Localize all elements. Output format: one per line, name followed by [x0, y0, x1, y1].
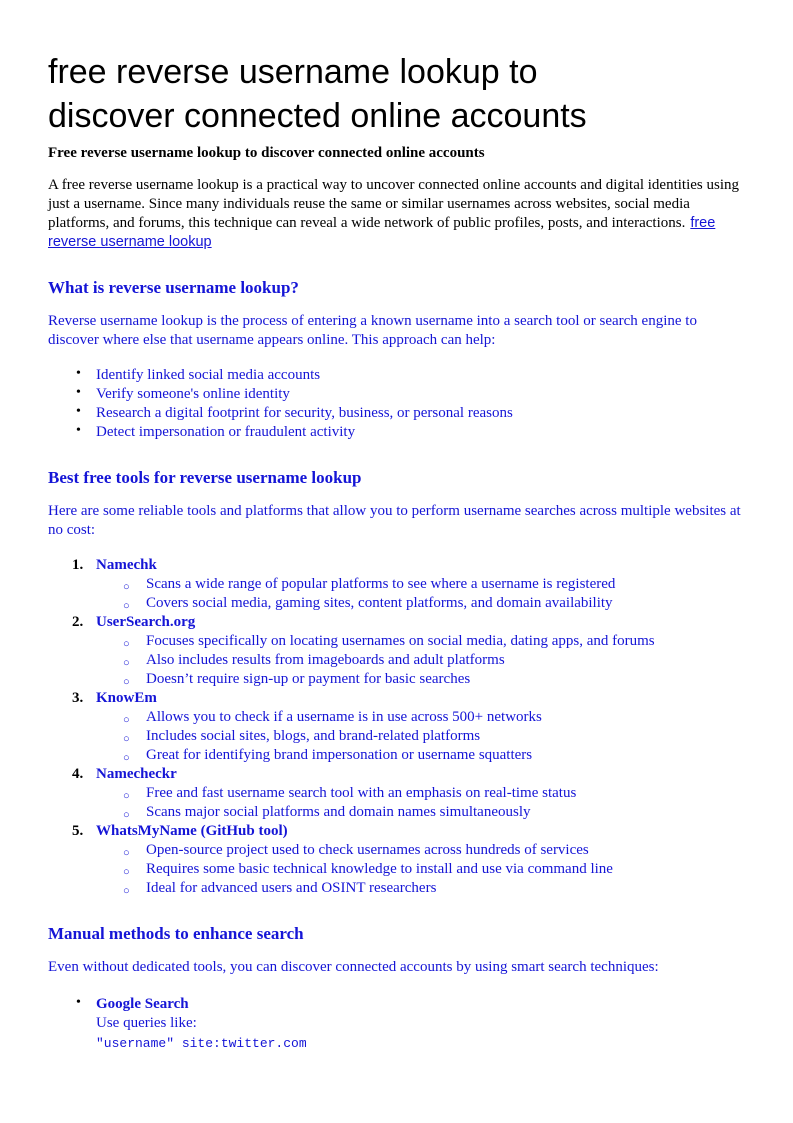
list-item: • Identify linked social media accounts — [96, 366, 745, 385]
list-item: • Detect impersonation or fraudulent activity — [96, 423, 745, 442]
what-is-benefits-list — [48, 366, 745, 442]
tool-name: WhatsMyName (GitHub tool) — [96, 823, 288, 839]
list-item: • Verify someone's online identity — [96, 385, 745, 404]
list-item: ○ Great for identifying brand impersonation or username squatters — [146, 746, 745, 765]
tool-name: Namecheckr — [96, 766, 177, 782]
intro-text: A free reverse username lookup is a practical way to uncover connected online accounts and digital identities using just a username. Since many individuals reuse the same or similar usernames across websites, social media platforms, and forums, this technique can reveal a wide network of public profiles, posts, and interactions. — [48, 177, 740, 231]
tools-list — [48, 556, 745, 898]
list-item: ○ Ideal for advanced users and OSINT researchers — [146, 879, 745, 898]
tool-item-knowem — [96, 689, 745, 765]
list-item: ○ Includes social sites, blogs, and brand-related platforms — [146, 727, 745, 746]
list-item: ○ Requires some basic technical knowledge to install and use via command line — [146, 860, 745, 879]
manual-method-example-query: "username" site:twitter.com — [96, 1036, 307, 1051]
section-heading-manual-methods: Manual methods to enhance search — [48, 924, 304, 943]
free-reverse-username-lookup-link[interactable]: free reverse username lookup — [48, 215, 716, 250]
list-item: ○ Free and fast username search tool with an emphasis on real-time status — [146, 784, 745, 803]
section-heading-best-tools: Best free tools for reverse username lookup — [48, 468, 362, 487]
manual-method-item — [96, 995, 745, 1052]
intro-paragraph — [48, 176, 745, 252]
tool-name: Namechk — [96, 557, 157, 573]
tool-item-usersearch — [96, 613, 745, 689]
tool-item-namecheckr — [96, 765, 745, 822]
tools-intro-paragraph: Here are some reliable tools and platforms that allow you to perform username searches across multiple websites at no cost: — [48, 503, 741, 538]
list-item: ○ Open-source project used to check usernames across hundreds of services — [146, 841, 745, 860]
manual-intro-paragraph: Even without dedicated tools, you can discover connected accounts by using smart search techniques: — [48, 959, 659, 975]
tool-points — [96, 708, 745, 765]
list-item: • Research a digital footprint for security, business, or personal reasons — [96, 404, 745, 423]
list-item: ○ Doesn’t require sign-up or payment for basic searches — [146, 670, 745, 689]
list-item: ○ Scans a wide range of popular platforms to see where a username is registered — [146, 575, 745, 594]
list-item: ○ Covers social media, gaming sites, content platforms, and domain availability — [146, 594, 745, 613]
tool-points — [96, 575, 745, 613]
list-item: ○ Also includes results from imageboards and adult platforms — [146, 651, 745, 670]
tool-name: UserSearch.org — [96, 614, 196, 630]
tool-name: KnowEm — [96, 690, 157, 706]
tool-points — [96, 841, 745, 898]
list-item: ○ Focuses specifically on locating usernames on social media, dating apps, and forums — [146, 632, 745, 651]
manual-methods-list — [48, 995, 745, 1052]
page-subtitle: Free reverse username lookup to discover connected online accounts — [48, 145, 485, 161]
list-item: ○ Allows you to check if a username is in use across 500+ networks — [146, 708, 745, 727]
what-is-paragraph: Reverse username lookup is the process of entering a known username into a search tool or search engine to discover where else that username appears online. This approach can help: — [48, 313, 697, 348]
manual-method-description: Use queries like: — [96, 1015, 197, 1031]
page-title: free reverse username lookup to discover connected online accounts — [48, 53, 587, 135]
manual-method-name: • Google Search — [96, 996, 189, 1012]
tool-points — [96, 784, 745, 822]
tool-item-namechk — [96, 556, 745, 613]
tool-points — [96, 632, 745, 689]
tool-item-whatsmyname — [96, 822, 745, 898]
list-item: ○ Scans major social platforms and domain names simultaneously — [146, 803, 745, 822]
section-heading-what-is: What is reverse username lookup? — [48, 278, 299, 297]
